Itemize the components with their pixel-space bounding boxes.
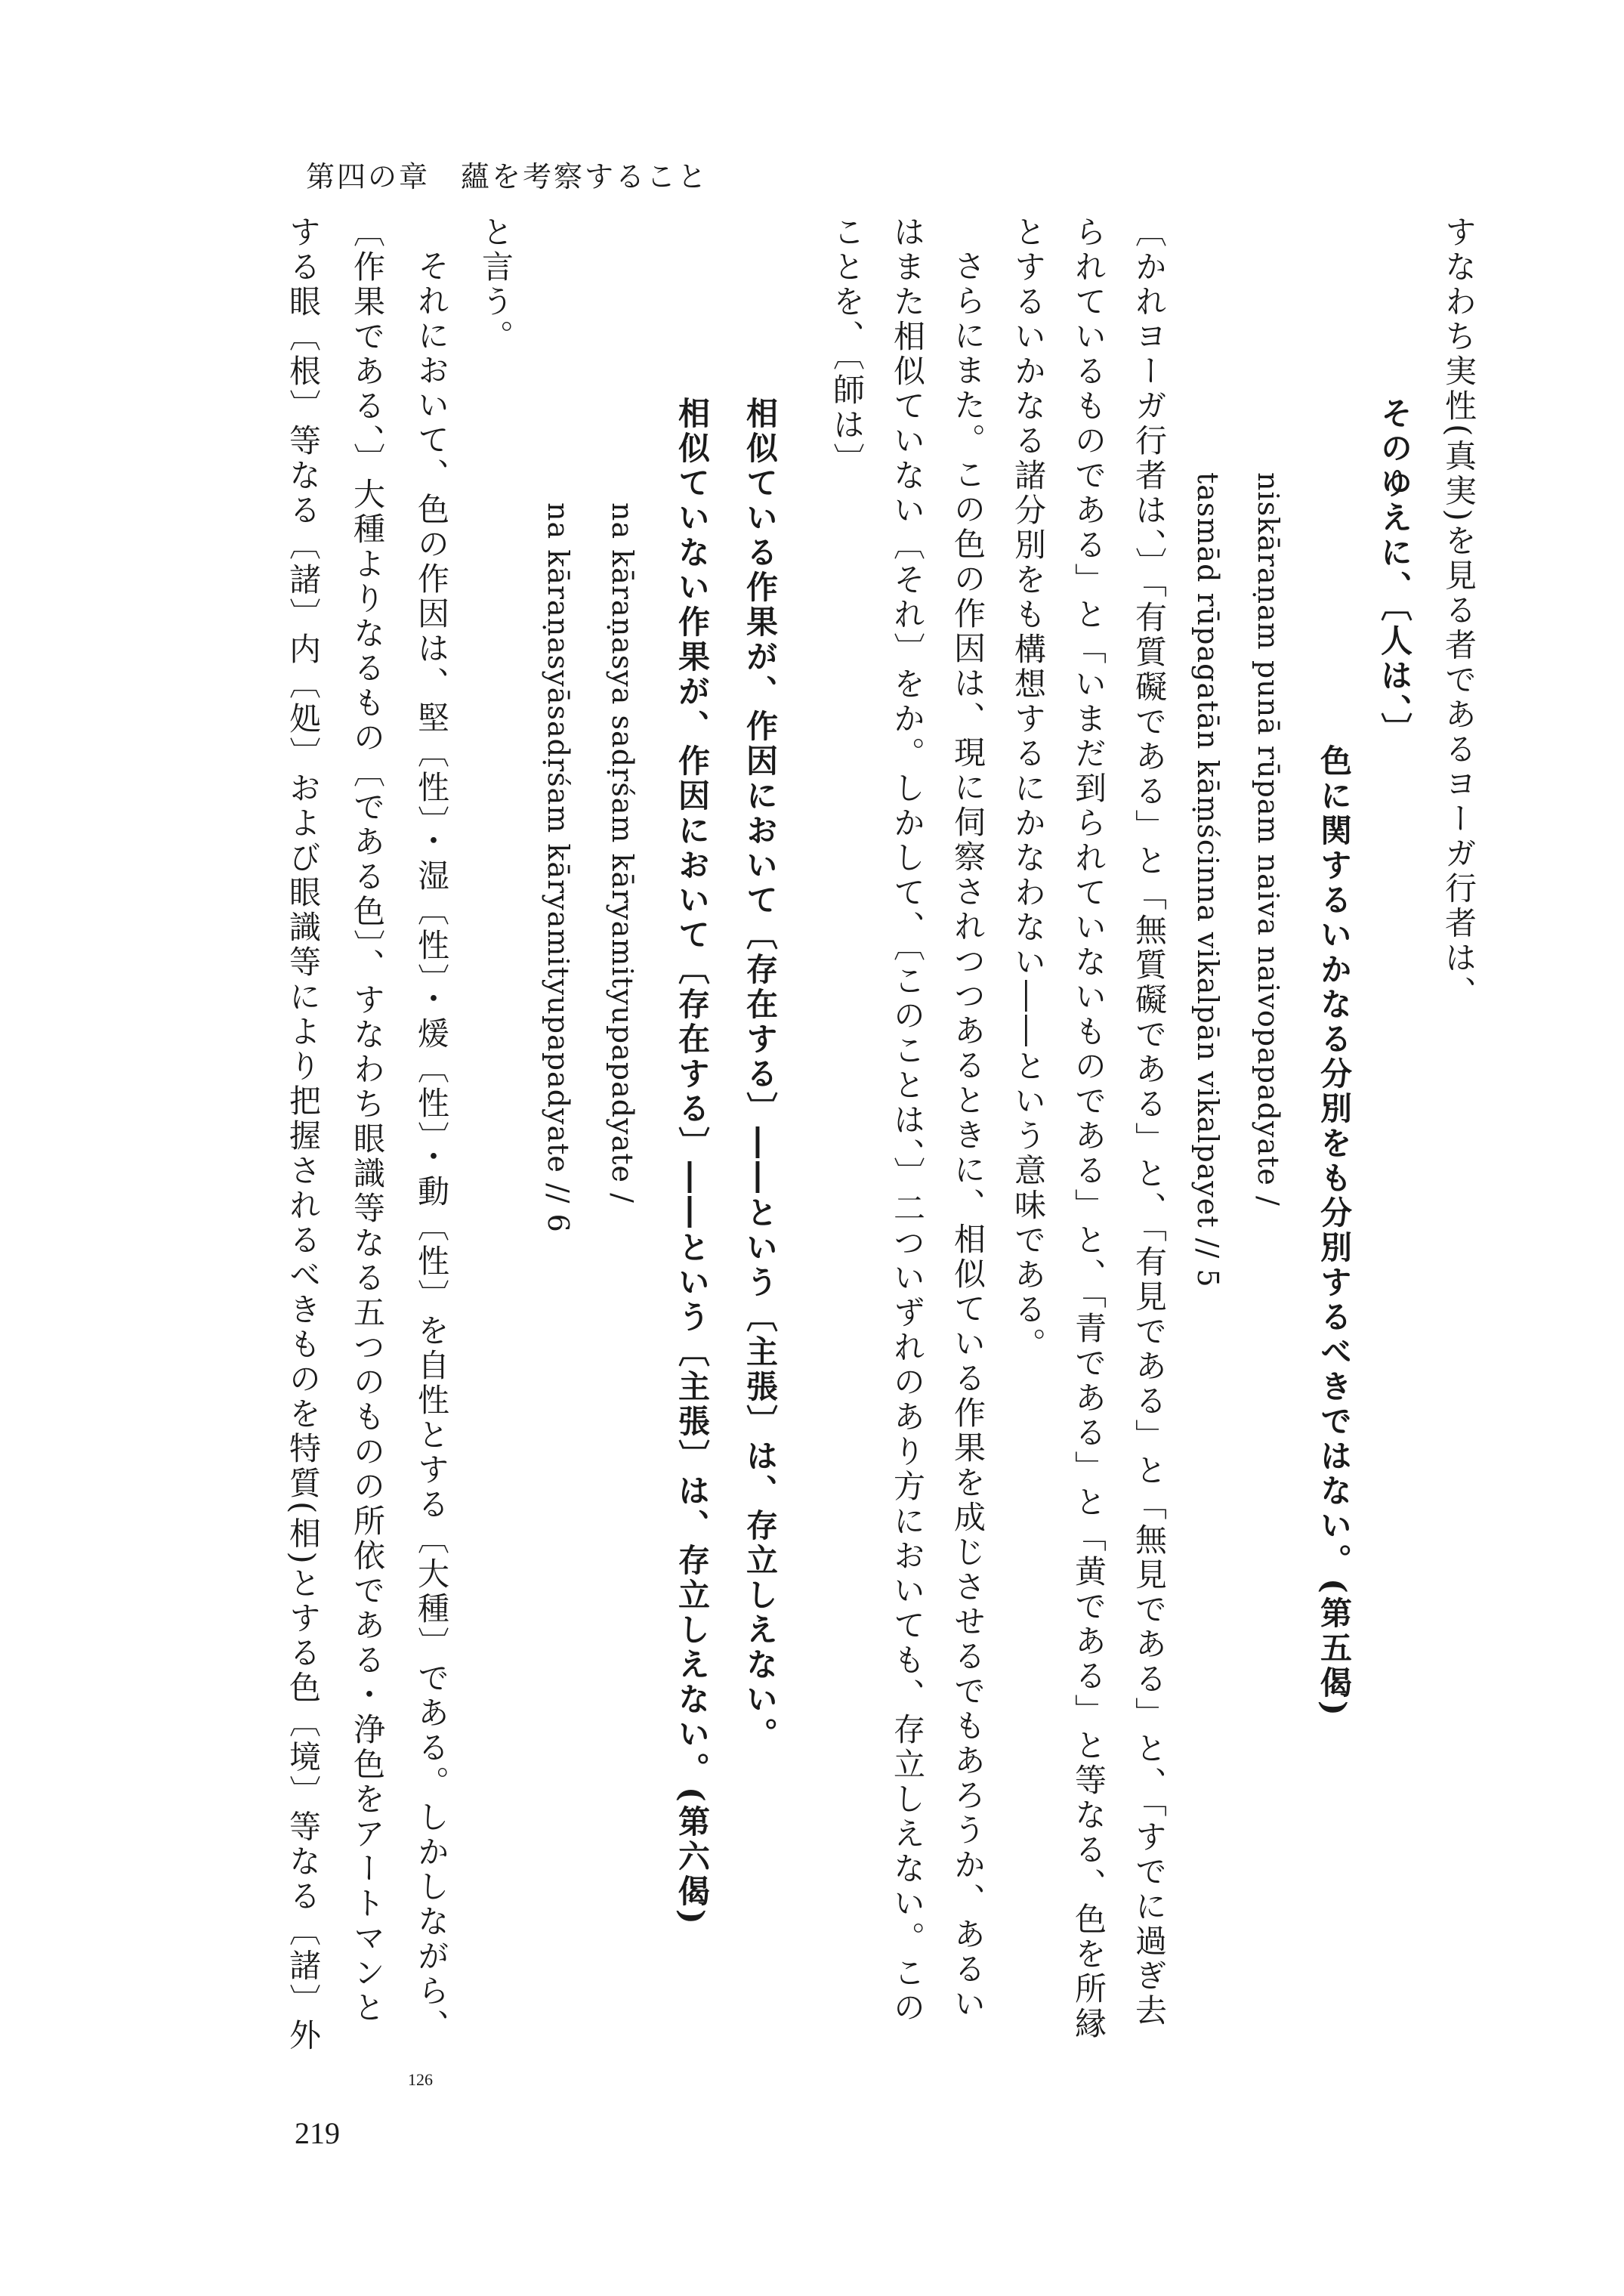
sanskrit-line-1: niskāraṇam punā rūpam naiva naivopapadyate / <box>1252 472 1285 1207</box>
text-line-1: すなわち実性(真実)を見る者であるヨーガ行者は、 <box>1440 215 1477 1011</box>
verse-line-4: 相似ていない作果が、作因において〔存在する〕――という〔主張〕は、存立しえない。(第六偈) <box>674 397 711 1927</box>
text-line-11: する眼〔根〕等なる〔諸〕内〔処〕および眼識等により把握されるべきものを特質(相)とする色〔境〕等なる〔諸〕外 <box>285 215 322 2053</box>
text-line-7: ことを、〔師は〕 <box>829 215 866 477</box>
page-number: 219 <box>295 2116 340 2150</box>
text-line-3: られているものである」と「いまだ到られていないものである」と、「青である」と「黄である」と等なる、色を所縁 <box>1070 215 1107 2041</box>
sanskrit-line-3: na kāraṇasya sadṛśam kāryamityupapadyate / <box>606 502 639 1204</box>
text-line-4: とするいかなる諸分別をも構想するにかなわない――という意味である。 <box>1010 215 1047 1362</box>
sanskrit-line-4: na kāraṇasyāsadṛśam kāryamityupapadyate // 6 <box>542 502 575 1233</box>
text-line-9: それにおいて、色の作因は、堅〔性〕・湿〔性〕・煖〔性〕・動〔性〕を自性とする〔大種〕である。しかしながら、 <box>413 249 450 2044</box>
verse-line-1: そのゆえに、〔人は、〕 <box>1376 397 1413 747</box>
text-line-8: と言う。 <box>477 215 514 354</box>
sanskrit-line-2: tasmād rūpagatān kāṃścinna vikalpān vikalpayet // 5 <box>1191 472 1224 1288</box>
text-line-6: はまた相似ていない〔それ〕をか。しかして、〔このことは、〕二ついずれのあり方においても、存立しえない。この <box>889 215 926 2026</box>
footer-small-number: 126 <box>408 2070 433 2089</box>
verse-line-2: 色に関するいかなる分別をも分別するべきではない。(第五偈) <box>1316 744 1353 1719</box>
text-line-10: 〔作果である、〕大種よりなるもの〔である色〕、すなわち眼識等なる五つのものの所依である・浄色をアートマンと <box>349 215 386 2026</box>
text-line-2: 〔かれヨーガ行者は、〕「有質礙である」と「無質礙である」と、「有見である」と「無見である」と、「すでに過ぎ去 <box>1131 215 1168 2029</box>
text-line-5: さらにまた。この色の作因は、現に伺察されつつあるときに、相似ている作果を成じさせるでもあろうか、あるい <box>949 249 986 2022</box>
chapter-header: 第四の章 蘊を考察すること <box>306 160 709 193</box>
verse-line-3: 相似ている作果が、作因において〔存在する〕――という〔主張〕は、存立しえない。 <box>742 397 779 1752</box>
